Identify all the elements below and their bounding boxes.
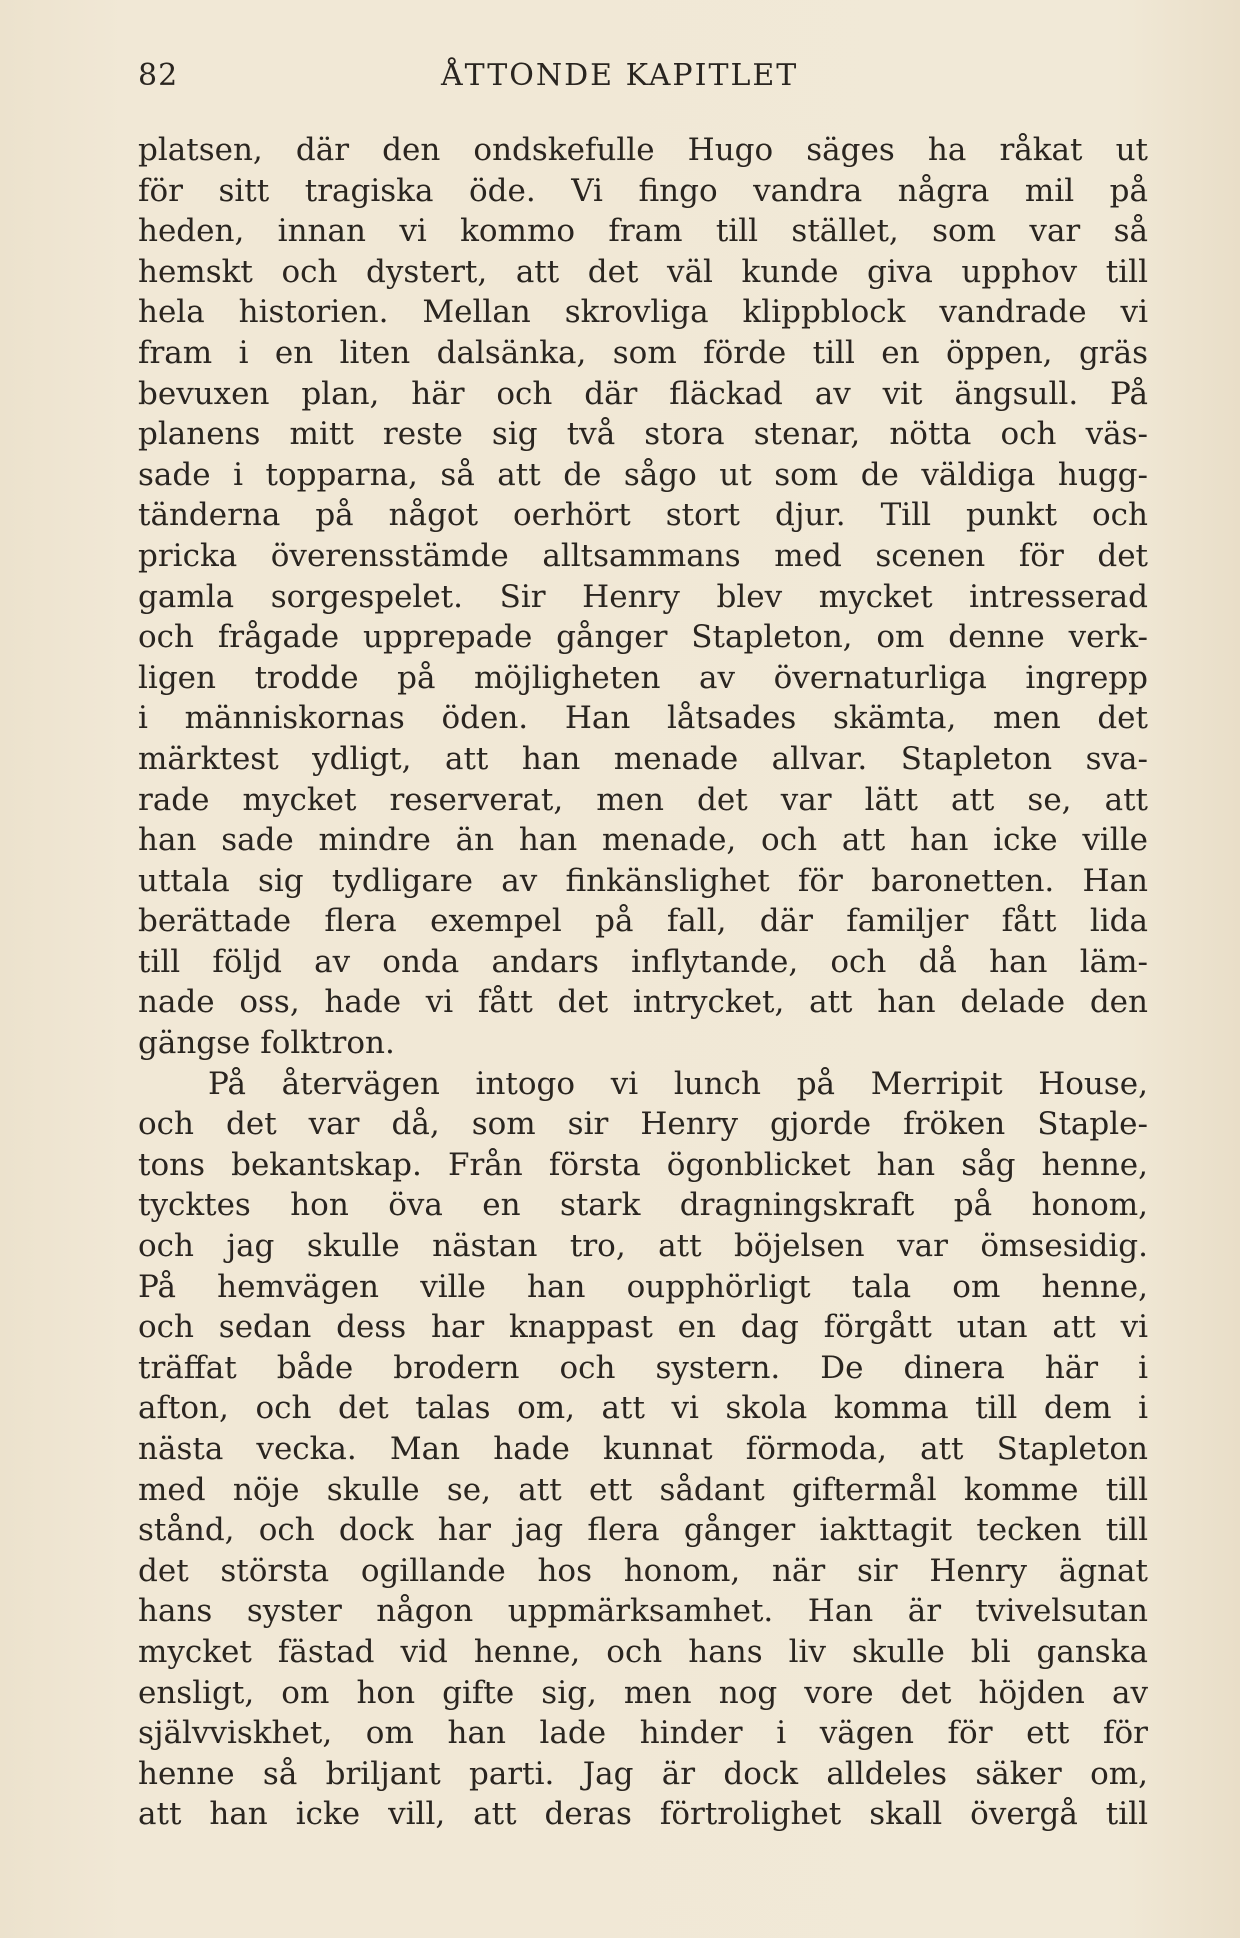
body-text xyxy=(138,130,1148,1835)
page-number: 82 xyxy=(138,58,179,93)
text-line: sade i topparna, så att de sågo ut som de väldiga hugg- xyxy=(138,456,1148,493)
text-line: nästa vecka. Man hade kunnat förmoda, att Stapleton xyxy=(138,1431,1148,1467)
text-line: hemskt och dystert, att det väl kunde giva upphov till xyxy=(138,253,1148,290)
text-line: planens mitt reste sig två stora stenar, nötta och väs- xyxy=(138,416,1148,453)
text-line: fram i en liten dalsänka, som förde till en öppen, gräs xyxy=(138,334,1148,371)
text-line: det största ogillande hos honom, när sir Henry ägnat xyxy=(138,1552,1148,1589)
text-line: gamla sorgespelet. Sir Henry blev mycket intresserad xyxy=(138,578,1148,615)
text-line: hela historien. Mellan skrovliga klippblock vandrade vi xyxy=(138,294,1148,331)
text-line: bevuxen plan, här och där fläckad av vit ängsull. På xyxy=(138,375,1148,412)
text-line: ensligt, om hon gifte sig, men nog vore det höjden av xyxy=(138,1674,1148,1711)
text-line: självviskhet, om han lade hinder i vägen för ett för xyxy=(138,1715,1148,1752)
text-line: uttala sig tydligare av finkänslighet för baronetten. Han xyxy=(138,862,1148,899)
text-line: träffat både brodern och systern. De dinera här i xyxy=(138,1349,1148,1386)
text-line: och jag skulle nästan tro, att böjelsen var ömsesidig. xyxy=(138,1228,1148,1265)
text-line: På hemvägen ville han oupphörligt tala om henne, xyxy=(138,1268,1148,1305)
text-line: mycket fästad vid henne, och hans liv skulle bli ganska xyxy=(138,1633,1148,1670)
text-line: till följd av onda andars inflytande, och då han läm- xyxy=(138,943,1148,980)
running-header xyxy=(138,58,842,100)
text-line: heden, innan vi kommo fram till stället, som var så xyxy=(138,213,1148,250)
text-line: för sitt tragiska öde. Vi fingo vandra några mil på xyxy=(138,172,1148,209)
text-line: henne så briljant parti. Jag är dock alldeles säker om, xyxy=(138,1755,1148,1792)
text-line: att han icke vill, att deras förtrolighet skall övergå till xyxy=(138,1796,1148,1833)
text-line: i människornas öden. Han låtsades skämta, men det xyxy=(138,700,1148,737)
text-line: tänderna på något oerhört stort djur. Till punkt och xyxy=(138,497,1148,534)
text-line: och frågade upprepade gånger Stapleton, om denne verk- xyxy=(138,619,1148,656)
text-line: tycktes hon öva en stark dragningskraft på honom, xyxy=(138,1187,1148,1224)
text-line: han sade mindre än han menade, och att han icke ville xyxy=(138,822,1148,859)
text-line: nade oss, hade vi fått det intrycket, att han delade den xyxy=(138,984,1148,1021)
text-line: platsen, där den ondskefulle Hugo säges ha råkat ut xyxy=(138,132,1148,168)
text-line: ligen trodde på möjligheten av övernaturliga ingrepp xyxy=(138,659,1148,696)
paragraph-start-line: På återvägen intogo vi lunch på Merripit House, xyxy=(208,1065,1148,1102)
text-line: märktest ydligt, att han menade allvar. Stapleton sva- xyxy=(138,740,1148,777)
text-line: och det var då, som sir Henry gjorde fröken Staple- xyxy=(138,1106,1148,1143)
text-line: med nöje skulle se, att ett sådant giftermål komme till xyxy=(138,1471,1148,1508)
paragraph-end-line: gängse folktron. xyxy=(138,1025,395,1062)
text-line: hans syster någon uppmärksamhet. Han är tvivelsutan xyxy=(138,1593,1148,1630)
text-line: berättade flera exempel på fall, där familjer fått lida xyxy=(138,903,1148,940)
text-line: tons bekantskap. Från första ögonblicket han såg henne, xyxy=(138,1146,1148,1183)
text-line: pricka överensstämde alltsammans med scenen för det xyxy=(138,537,1148,574)
text-line: och sedan dess har knappast en dag förgått utan att vi xyxy=(138,1309,1148,1346)
chapter-title: ÅTTONDE KAPITLET xyxy=(441,58,799,93)
text-line: stånd, och dock har jag flera gånger iakttagit tecken till xyxy=(138,1512,1148,1549)
text-line: afton, och det talas om, att vi skola komma till dem i xyxy=(138,1390,1148,1427)
text-line: rade mycket reserverat, men det var lätt att se, att xyxy=(138,781,1148,818)
